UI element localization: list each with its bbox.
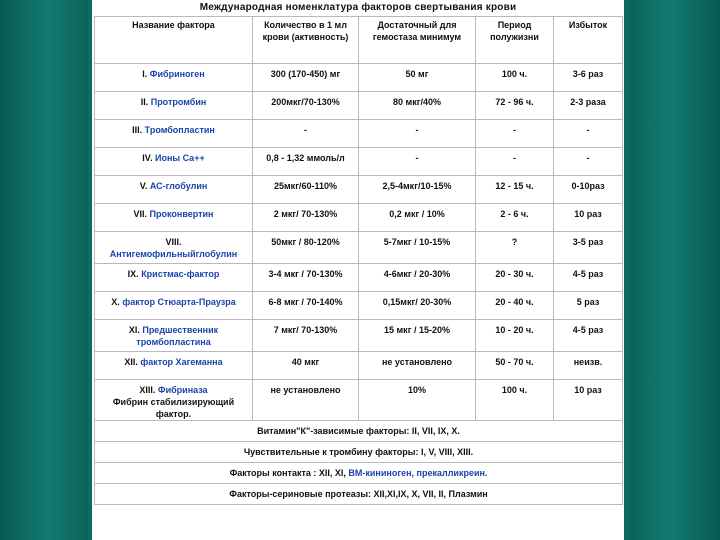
table-row <box>95 64 623 92</box>
minimum-cell: 80 мкг/40% <box>359 92 476 120</box>
factor-name: Фибриназа <box>157 385 208 395</box>
header-amount: Количество в 1 мл крови (активность) <box>253 17 359 64</box>
factor-name-cell <box>95 64 253 92</box>
minimum-cell: 0,15мкг/ 20-30% <box>359 292 476 320</box>
factor-name-cell <box>95 120 253 148</box>
half-life-cell: 20 - 40 ч. <box>476 292 554 320</box>
factor-name: Кристмас-фактор <box>141 269 220 279</box>
factor-name-cell <box>95 264 253 292</box>
amount-cell: 40 мкг <box>253 352 359 380</box>
contact-factors <box>95 463 623 484</box>
page-title: Международная номенклатура факторов свертывания крови <box>199 2 517 13</box>
amount-cell: 2 мкг/ 70-130% <box>253 204 359 232</box>
minimum-cell: 15 мкг / 15-20% <box>359 320 476 352</box>
footer-row-serine <box>95 484 623 505</box>
factor-numeral: VII. <box>133 209 148 219</box>
table-row <box>95 120 623 148</box>
footer-row-vitamin-k <box>95 421 623 442</box>
table-row <box>95 352 623 380</box>
amount-cell: 200мкг/70-130% <box>253 92 359 120</box>
excess-cell: 4-5 раз <box>554 320 623 352</box>
factor-name-cell <box>95 204 253 232</box>
amount-cell: 300 (170-450) мг <box>253 64 359 92</box>
footer-row-contact <box>95 463 623 484</box>
half-life-cell: 100 ч. <box>476 380 554 421</box>
half-life-cell: 12 - 15 ч. <box>476 176 554 204</box>
factor-numeral: V. <box>139 181 148 191</box>
table-row <box>95 176 623 204</box>
minimum-cell: не установлено <box>359 352 476 380</box>
factor-name: Ионы Са++ <box>154 153 205 163</box>
factor-name-cell <box>95 352 253 380</box>
table-row <box>95 292 623 320</box>
amount-cell: не установлено <box>253 380 359 421</box>
right-background-stripe <box>630 0 720 540</box>
excess-cell: неизв. <box>554 352 623 380</box>
minimum-cell: 5-7мкг / 10-15% <box>359 232 476 264</box>
excess-cell: 10 раз <box>554 380 623 421</box>
header-half-life: Период полужизни <box>476 17 554 64</box>
factor-name: АС-глобулин <box>149 181 208 191</box>
minimum-cell: - <box>359 120 476 148</box>
factor-numeral: XII. <box>124 357 138 367</box>
half-life-cell: 10 - 20 ч. <box>476 320 554 352</box>
excess-cell: 0-10раз <box>554 176 623 204</box>
factor-name: Фибриноген <box>149 69 205 79</box>
factor-name-cell <box>95 320 253 352</box>
table-body <box>95 64 623 421</box>
left-background-stripe <box>0 0 88 540</box>
thrombin-sensitive-factors: Чувствительные к тромбину факторы: I, V, VIII, XIII. <box>95 442 623 463</box>
factor-name: Проконвертин <box>149 209 214 219</box>
minimum-cell: 50 мг <box>359 64 476 92</box>
amount-cell: - <box>253 120 359 148</box>
header-minimum: Достаточный для гемостаза минимум <box>359 17 476 64</box>
half-life-cell: 2 - 6 ч. <box>476 204 554 232</box>
factor-name: Тромбопластин <box>144 125 215 135</box>
half-life-cell: 72 - 96 ч. <box>476 92 554 120</box>
factor-numeral: II. <box>140 97 149 107</box>
factor-numeral: XIII. <box>139 385 156 395</box>
header-excess: Избыток <box>554 17 623 64</box>
excess-cell: - <box>554 120 623 148</box>
half-life-cell: 100 ч. <box>476 64 554 92</box>
table-row <box>95 232 623 264</box>
factor-name-cell <box>95 232 253 264</box>
excess-cell: 4-5 раз <box>554 264 623 292</box>
factor-numeral: X. <box>111 297 120 307</box>
minimum-cell: 2,5-4мкг/10-15% <box>359 176 476 204</box>
half-life-cell: - <box>476 148 554 176</box>
minimum-cell: 0,2 мкг / 10% <box>359 204 476 232</box>
factor-numeral: I. <box>142 69 148 79</box>
half-life-cell: - <box>476 120 554 148</box>
excess-cell: 5 раз <box>554 292 623 320</box>
half-life-cell: ? <box>476 232 554 264</box>
contact-factors-lead: Факторы контакта : XII, XI, <box>229 468 346 478</box>
excess-cell: 10 раз <box>554 204 623 232</box>
footer-row-thrombin <box>95 442 623 463</box>
factor-name-extra: Фибрин стабилизирующий фактор. <box>112 397 235 419</box>
slide-panel <box>92 0 624 540</box>
coagulation-factors-table <box>94 16 623 505</box>
factor-name: Протромбин <box>150 97 207 107</box>
excess-cell: - <box>554 148 623 176</box>
vitamin-k-factors: Витамин"К"-зависимые факторы: II, VII, IX, X. <box>95 421 623 442</box>
factor-numeral: XI. <box>128 325 140 335</box>
excess-cell: 2-3 раза <box>554 92 623 120</box>
table-row <box>95 204 623 232</box>
amount-cell: 7 мкг/ 70-130% <box>253 320 359 352</box>
table-header-row <box>95 17 623 64</box>
factor-name-cell <box>95 292 253 320</box>
factor-name: фактор Хагеманна <box>140 357 223 367</box>
factor-name-cell <box>95 148 253 176</box>
amount-cell: 6-8 мкг / 70-140% <box>253 292 359 320</box>
table-row <box>95 148 623 176</box>
table-row <box>95 92 623 120</box>
factor-name-cell <box>95 176 253 204</box>
amount-cell: 25мкг/60-110% <box>253 176 359 204</box>
minimum-cell: 10% <box>359 380 476 421</box>
excess-cell: 3-6 раз <box>554 64 623 92</box>
factor-numeral: IX. <box>127 269 139 279</box>
table-row <box>95 380 623 421</box>
excess-cell: 3-5 раз <box>554 232 623 264</box>
factor-name: Предшественник тромбопластина <box>136 325 219 347</box>
contact-factors-highlight: ВМ-кининоген, прекалликреин. <box>348 468 488 478</box>
header-factor-name: Название фактора <box>95 17 253 64</box>
factor-name-cell <box>95 92 253 120</box>
minimum-cell: 4-6мкг / 20-30% <box>359 264 476 292</box>
factor-name: фактор Стюарта-Праузра <box>122 297 236 307</box>
amount-cell: 50мкг / 80-120% <box>253 232 359 264</box>
amount-cell: 0,8 - 1,32 ммоль/л <box>253 148 359 176</box>
table-row <box>95 320 623 352</box>
amount-cell: 3-4 мкг / 70-130% <box>253 264 359 292</box>
half-life-cell: 20 - 30 ч. <box>476 264 554 292</box>
half-life-cell: 50 - 70 ч. <box>476 352 554 380</box>
table-row <box>95 264 623 292</box>
serine-protease-factors: Факторы-сериновые протеазы: XII,XI,IX, X, VII, II, Плазмин <box>95 484 623 505</box>
minimum-cell: - <box>359 148 476 176</box>
factor-numeral: VIII. <box>165 237 182 247</box>
factor-numeral: IV. <box>142 153 153 163</box>
factor-name-cell <box>95 380 253 421</box>
factor-name: Антигемофильныйглобулин <box>109 249 238 259</box>
factor-numeral: III. <box>132 125 143 135</box>
